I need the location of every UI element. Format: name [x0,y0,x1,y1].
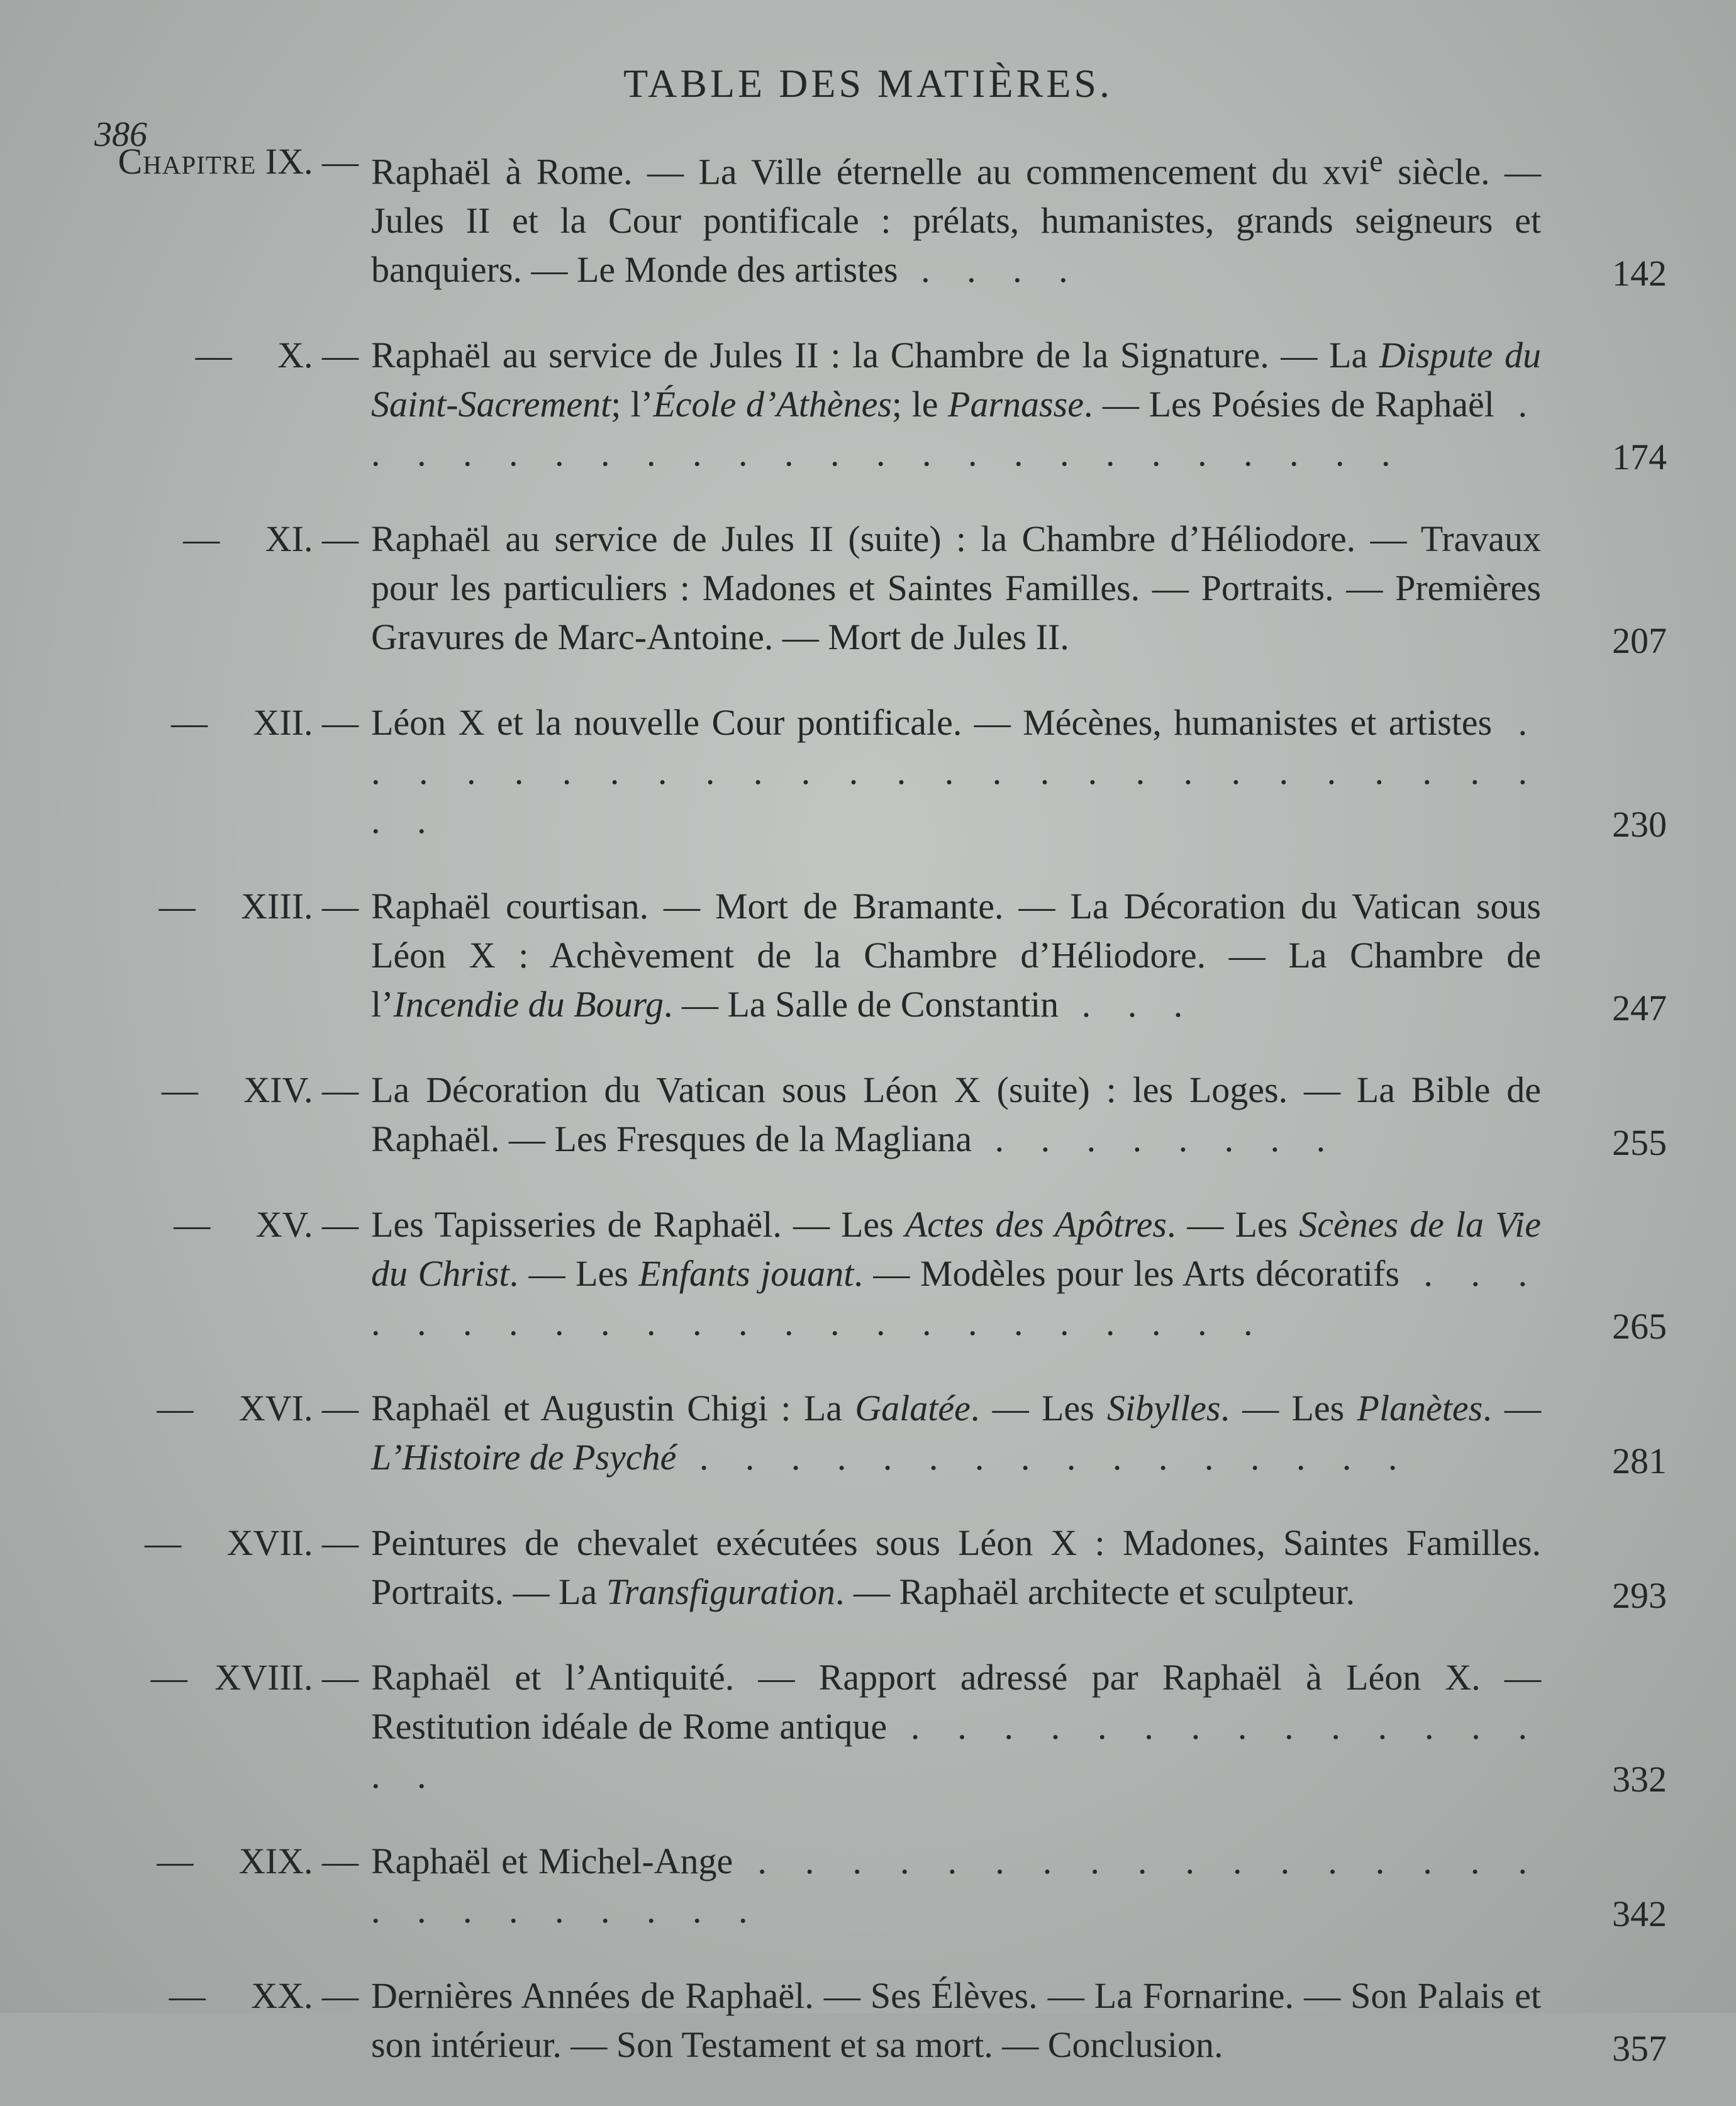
entry-heading: — XIV. — [161,1069,359,1111]
entry-page-number: 207 [1612,620,1667,662]
toc-entry-ix [0,137,1736,294]
toc-entry-xvi [0,1384,1736,1482]
entry-heading: — XX. — [169,1975,359,2017]
entry-page-number: 265 [1612,1306,1667,1347]
entry-page-number: 332 [1612,1759,1667,1800]
entry-page-number: 357 [1612,2028,1667,2070]
entry-page-number: 293 [1612,1575,1667,1617]
entry-heading: — XVII. — [145,1522,359,1564]
entry-heading: Chapitre IX. — [118,141,359,182]
entry-page-number: 255 [1612,1122,1667,1164]
entry-page-number: 142 [1612,253,1667,294]
entry-title: Les Tapisseries de Raphaël. — Les Actes des Apôtres. — Les Scènes de la Vie du Christ. — Les Enfants jouant. — Modèles pour les Arts décoratifs . . . . . . . . . . . . . . . . . . . . . . . [371,1204,1542,1344]
entry-heading: — XIX. — [157,1841,359,1882]
toc-entry-xviii [0,1653,1736,1800]
toc-entry-xii [0,698,1736,845]
entry-title: Raphaël au service de Jules II : la Chambre de la Signature. — La Dispute du Saint-Sacrement; l’École d’Athènes; le Parnasse. — Les Poésies de Raphaël . . . . . . . . . . . . . . . . . . . . . . . . [371,335,1541,474]
entry-heading: — XIII. — [159,886,359,927]
entry-title: Raphaël courtisan. — Mort de Bramante. — La Décoration du Vatican sous Léon X : Achèvement de la Chambre d’Héliodore. — La Chambre de l’Incendie du Bourg. — La Salle de Constantin . . . [371,886,1541,1025]
entry-title: Raphaël à Rome. — La Ville éternelle au commencement du xvi$^e$ siècle. — Jules II et la Cour pontificale : prélats, humanistes, grands seigneurs et banquiers. — Le Monde des artistes . . . . [371,145,1542,291]
entry-title: Peintures de chevalet exécutées sous Léon X : Madones, Saintes Familles. Portraits. — La Transfiguration. — Raphaël architecte et sculpteur. [371,1522,1541,1613]
table-of-contents [0,137,1736,2106]
entry-page-number: 281 [1612,1440,1667,1482]
entry-heading: — XI. — [183,518,359,560]
toc-entry-x [0,331,1736,478]
entry-title: Raphaël et l’Antiquité. — Rapport adressé par Raphaël à Léon X. — Restitution idéale de Rome antique . . . . . . . . . . . . . . . . [371,1657,1542,1797]
entry-heading: — XVI. — [157,1388,359,1429]
entry-title: Raphaël au service de Jules II (suite) : la Chambre d’Héliodore. — Travaux pour les particuliers : Madones et Saintes Familles. — Portraits. — Premières Gravures de Marc-Antoine. — Mort de Jules II. [371,518,1541,658]
entry-page-number: 230 [1612,804,1667,845]
entry-title: Léon X et la nouvelle Cour pontificale. — Mécènes, humanistes et artistes . . . . . . . . . . . . . . . . . . . . . . . . . . . . [371,702,1542,842]
entry-title: La Décoration du Vatican sous Léon X (suite) : les Loges. — La Bible de Raphaël. — Les Fresques de la Magliana . . . . . . . . [371,1069,1541,1160]
running-title: TABLE DES MATIÈRES. [623,61,1113,106]
toc-entry-xi [0,515,1736,662]
toc-entry-xx [0,1971,1736,2070]
entry-heading: — XV. — [174,1204,359,1245]
entry-title: Dernières Années de Raphaël. — Ses Élèves. — La Fornarine. — Son Palais et son intérieur. — Son Testament et sa mort. — Conclusion. [371,1975,1541,2066]
entry-page-number: 342 [1612,1893,1667,1935]
entry-heading: — XVIII. — [150,1657,359,1698]
page-number: 386 [94,115,147,154]
toc-entry-xv [0,1200,1736,1347]
toc-entry-xix [0,1837,1736,1935]
entry-heading: — X. — [195,335,359,376]
entry-heading: — XII. — [170,702,359,744]
entry-title: Raphaël et Michel-Ange . . . . . . . . . . . . . . . . . . . . . . . . . . [371,1841,1541,1931]
toc-entry-xiii [0,882,1736,1029]
entry-page-number: 174 [1612,437,1667,478]
toc-entry-xiv [0,1066,1736,1164]
entry-page-number: 247 [1612,988,1667,1029]
entry-title: Raphaël et Augustin Chigi : La Galatée. — Les Sibylles. — Les Planètes. — L’Histoire de Psyché . . . . . . . . . . . . . . . . [371,1388,1542,1478]
toc-entry-xvii [0,1518,1736,1617]
